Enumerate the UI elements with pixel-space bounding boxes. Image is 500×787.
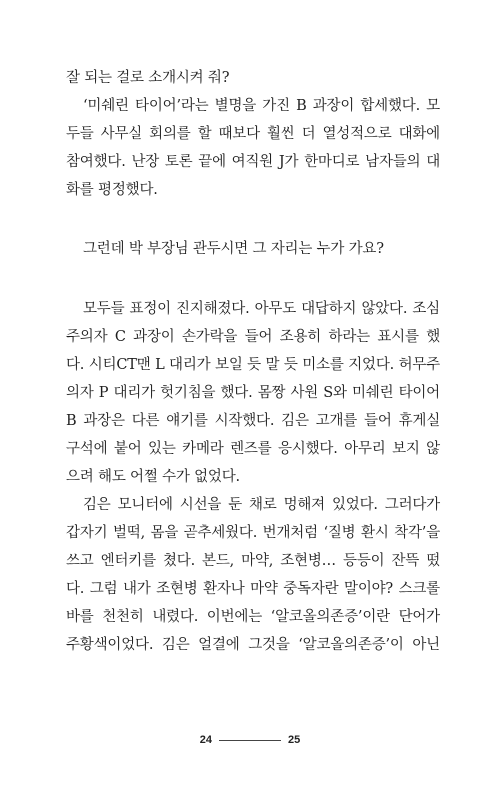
text-line-8: 주의자 C 과장이 손가락을 들어 조용히 하라는 표시를 했 bbox=[66, 329, 440, 345]
text-line-7: 모두들 표정이 진지해졌다. 아무도 대답하지 않았다. 조심 bbox=[83, 301, 440, 317]
text-line-16: 쓰고 엔터키를 쳤다. 본드, 마약, 조현병… 등등이 잔뜩 떴 bbox=[66, 553, 440, 569]
text-line-11: B 과장은 다른 얘기를 시작했다. 김은 고개를 들어 휴게실 bbox=[66, 413, 440, 429]
left-page-number: 24 bbox=[199, 734, 212, 746]
folio-divider bbox=[219, 740, 281, 741]
text-line-3: 두들 사무실 회의를 할 때보다 훨씬 더 열성적으로 대화에 bbox=[66, 126, 440, 142]
text-line-17: 다. 그럼 내가 조현병 환자나 마약 중독자란 말이야? 스크롤 bbox=[66, 581, 440, 597]
dialogue-line: 그런데 박 부장님 관두시면 그 자리는 누가 가요? bbox=[83, 241, 384, 257]
text-line-15: 갑자기 벌떡, 몸을 곧추세웠다. 번개처럼 ‘질병 환시 착각’을 bbox=[66, 525, 440, 541]
text-line-5: 화를 평정했다. bbox=[66, 182, 158, 198]
text-line-14: 김은 모니터에 시선을 둔 채로 멍해져 있었다. 그러다가 bbox=[83, 497, 440, 513]
text-line-18: 바를 천천히 내렸다. 이번에는 ‘알코올의존증’이란 단어가 bbox=[66, 609, 440, 625]
text-line-2: ‘미쉐린 타이어’라는 별명을 가진 B 과장이 합세했다. 모 bbox=[83, 98, 440, 114]
text-line-9: 다. 시티CT맨 L 대리가 보일 듯 말 듯 미소를 지었다. 허무주 bbox=[66, 357, 440, 373]
text-line-1: 잘 되는 걸로 소개시켜 줘? bbox=[66, 70, 230, 86]
text-line-19: 주황색이었다. 김은 얼결에 그것을 ‘알코올의존증’이 아닌 bbox=[66, 637, 440, 653]
text-line-4: 참여했다. 난장 토론 끝에 여직원 J가 한마디로 남자들의 대 bbox=[66, 154, 440, 170]
right-page-number: 25 bbox=[288, 734, 301, 746]
text-line-10: 의자 P 대리가 헛기침을 했다. 몸짱 사원 S와 미쉐린 타이어 bbox=[66, 385, 440, 401]
text-line-12: 구석에 붙어 있는 카메라 렌즈를 응시했다. 아무리 보지 않 bbox=[66, 441, 440, 457]
text-line-13: 으려 해도 어쩔 수가 없었다. bbox=[66, 469, 240, 485]
page-folio bbox=[0, 730, 500, 750]
